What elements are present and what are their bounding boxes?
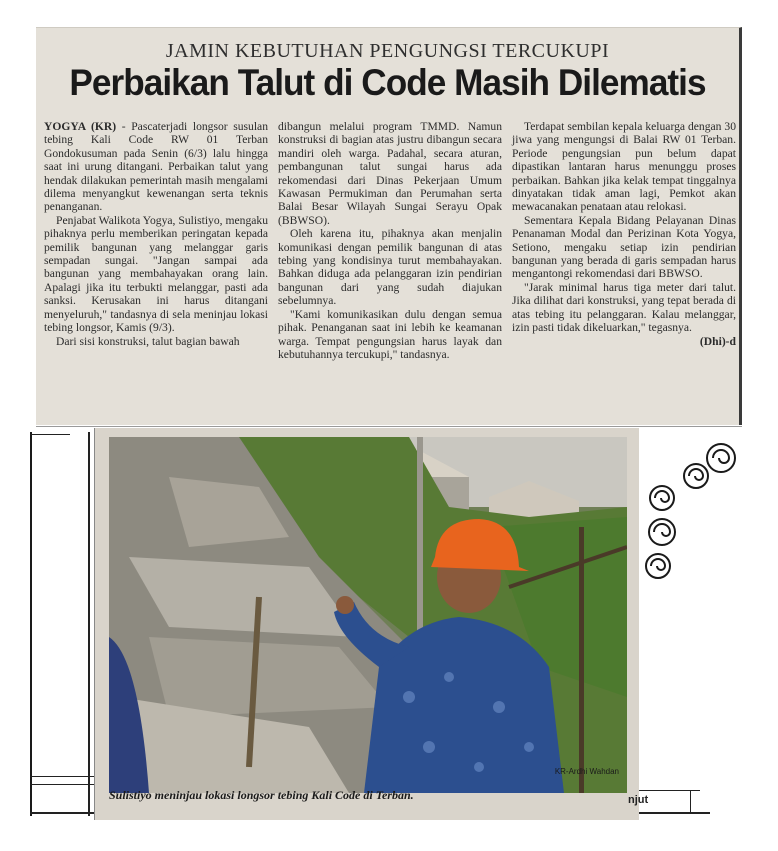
divider-line	[690, 790, 691, 814]
divider-line	[36, 426, 742, 427]
headline: Perbaikan Talut di Code Masih Dilematis	[69, 62, 706, 103]
divider-line	[30, 776, 94, 777]
paragraph: Terdapat sembilan kepala keluarga dengan 30 jiwa yang mengungsi di Balai RW 01 Terban. Periode pengungsian pun belum dapat dipastikan lantaran harus menunggu proses perbaikan. Bahkan jika kelak tempat tinggalnya dinyatakan tidak aman lagi, Pemkot akan mewacanakan penataan atau relokasi.	[512, 120, 736, 214]
paragraph: Dari sisi konstruksi, talut bagian bawah	[56, 334, 240, 348]
divider-line	[30, 434, 70, 435]
divider-line	[88, 432, 90, 816]
dateline: YOGYA (KR)	[44, 120, 117, 133]
news-clipping	[36, 27, 742, 425]
paragraph: "Kami komunikasikan dulu dengan semua pihak. Penanganan saat ini lebih ke keamanan warga. Tempat pengungsian harus layak dan kebutuhannya tercukupi," tandasnya.	[278, 307, 502, 361]
column-1	[44, 120, 268, 348]
photo-credit: KR-Ardhi Wahdan	[554, 767, 619, 776]
photo-clipping	[94, 428, 639, 820]
article-body	[44, 120, 734, 420]
kicker: JAMIN KEBUTUHAN PENGUNGSI TERCUKUPI	[165, 40, 610, 62]
swirl-ornament	[636, 428, 746, 588]
paragraph	[512, 280, 736, 348]
divider-line	[30, 784, 94, 785]
column-2	[278, 120, 502, 361]
divider-line	[30, 432, 32, 816]
paragraph-text: - Pascaterjadi longsor susulan tebing Kali Code RW 01 Terban Gondokusuman pada Senin (6/3) lalu hingga saat ini urung ditangani. Perbaikan talut yang hendak dilakukan pemerintah masih mengalami dilema menyangkut kewenangan serta teknis penanganan.	[44, 120, 269, 214]
paragraph: Penjabat Walikota Yogya, Sulistiyo, mengaku pihaknya perlu memberikan peringatan kepada pemilik bangunan yang melanggar garis sempadan sungai. "Jangan sampai ada bangunan yang membahayakan orang lain. Apalagi jika itu terbukti melanggar, pasti ada sanksi. Kerusakan ini harus ditangani menyeluruh," tandasnya di sela meninjau lokasi tebing longsor, Kamis (9/3).	[44, 213, 268, 335]
news-photo	[109, 437, 627, 793]
paragraph: Oleh karena itu, pihaknya akan menjalin komunikasi dengan pemilik bangunan di atas tebing yang kondisinya turut membahayakan. Bahkan diduga ada pelanggaran izin pendirian bangunan dari yang sudah diajukan sebelumnya.	[278, 227, 502, 308]
continuation-fragment: njut	[628, 794, 649, 806]
landslide-photo-image	[109, 437, 627, 793]
byline: (Dhi)-d	[699, 334, 736, 348]
paragraph-text: "Jarak minimal harus tiga meter dari talut. Jika dilihat dari konstruksi, yang tepat berada di atas tebing itu pelanggaran. Kalau melanggar, izin pasti tidak dikeluarkan," tegasnya.	[512, 280, 736, 335]
column-3	[512, 120, 736, 348]
paragraph	[44, 120, 268, 214]
photo-caption: Sulistiyo meninjau lokasi longsor tebing Kali Code di Terban.	[109, 788, 414, 802]
paragraph: Sementara Kepala Bidang Pelayanan Dinas Penanaman Modal dan Perizinan Kota Yogya, Setiono, mengaku setiap izin pendirian bangunan yang berada di garis sempadan harus mengantongi rekomendasi dari BBWSO.	[512, 213, 736, 281]
paragraph: dibangun melalui program TMMD. Namun konstruksi di bagian atas justru dibangun secara mandiri oleh warga. Padahal, secara aturan, pembangunan talut sungai harus ada rekomendasi dari Dinas Pekerjaan Umum Kawasan Permukiman dan Perumahan serta Balai Besar Wilayah Sungai Serayu Opak (BBWSO).	[278, 120, 502, 227]
